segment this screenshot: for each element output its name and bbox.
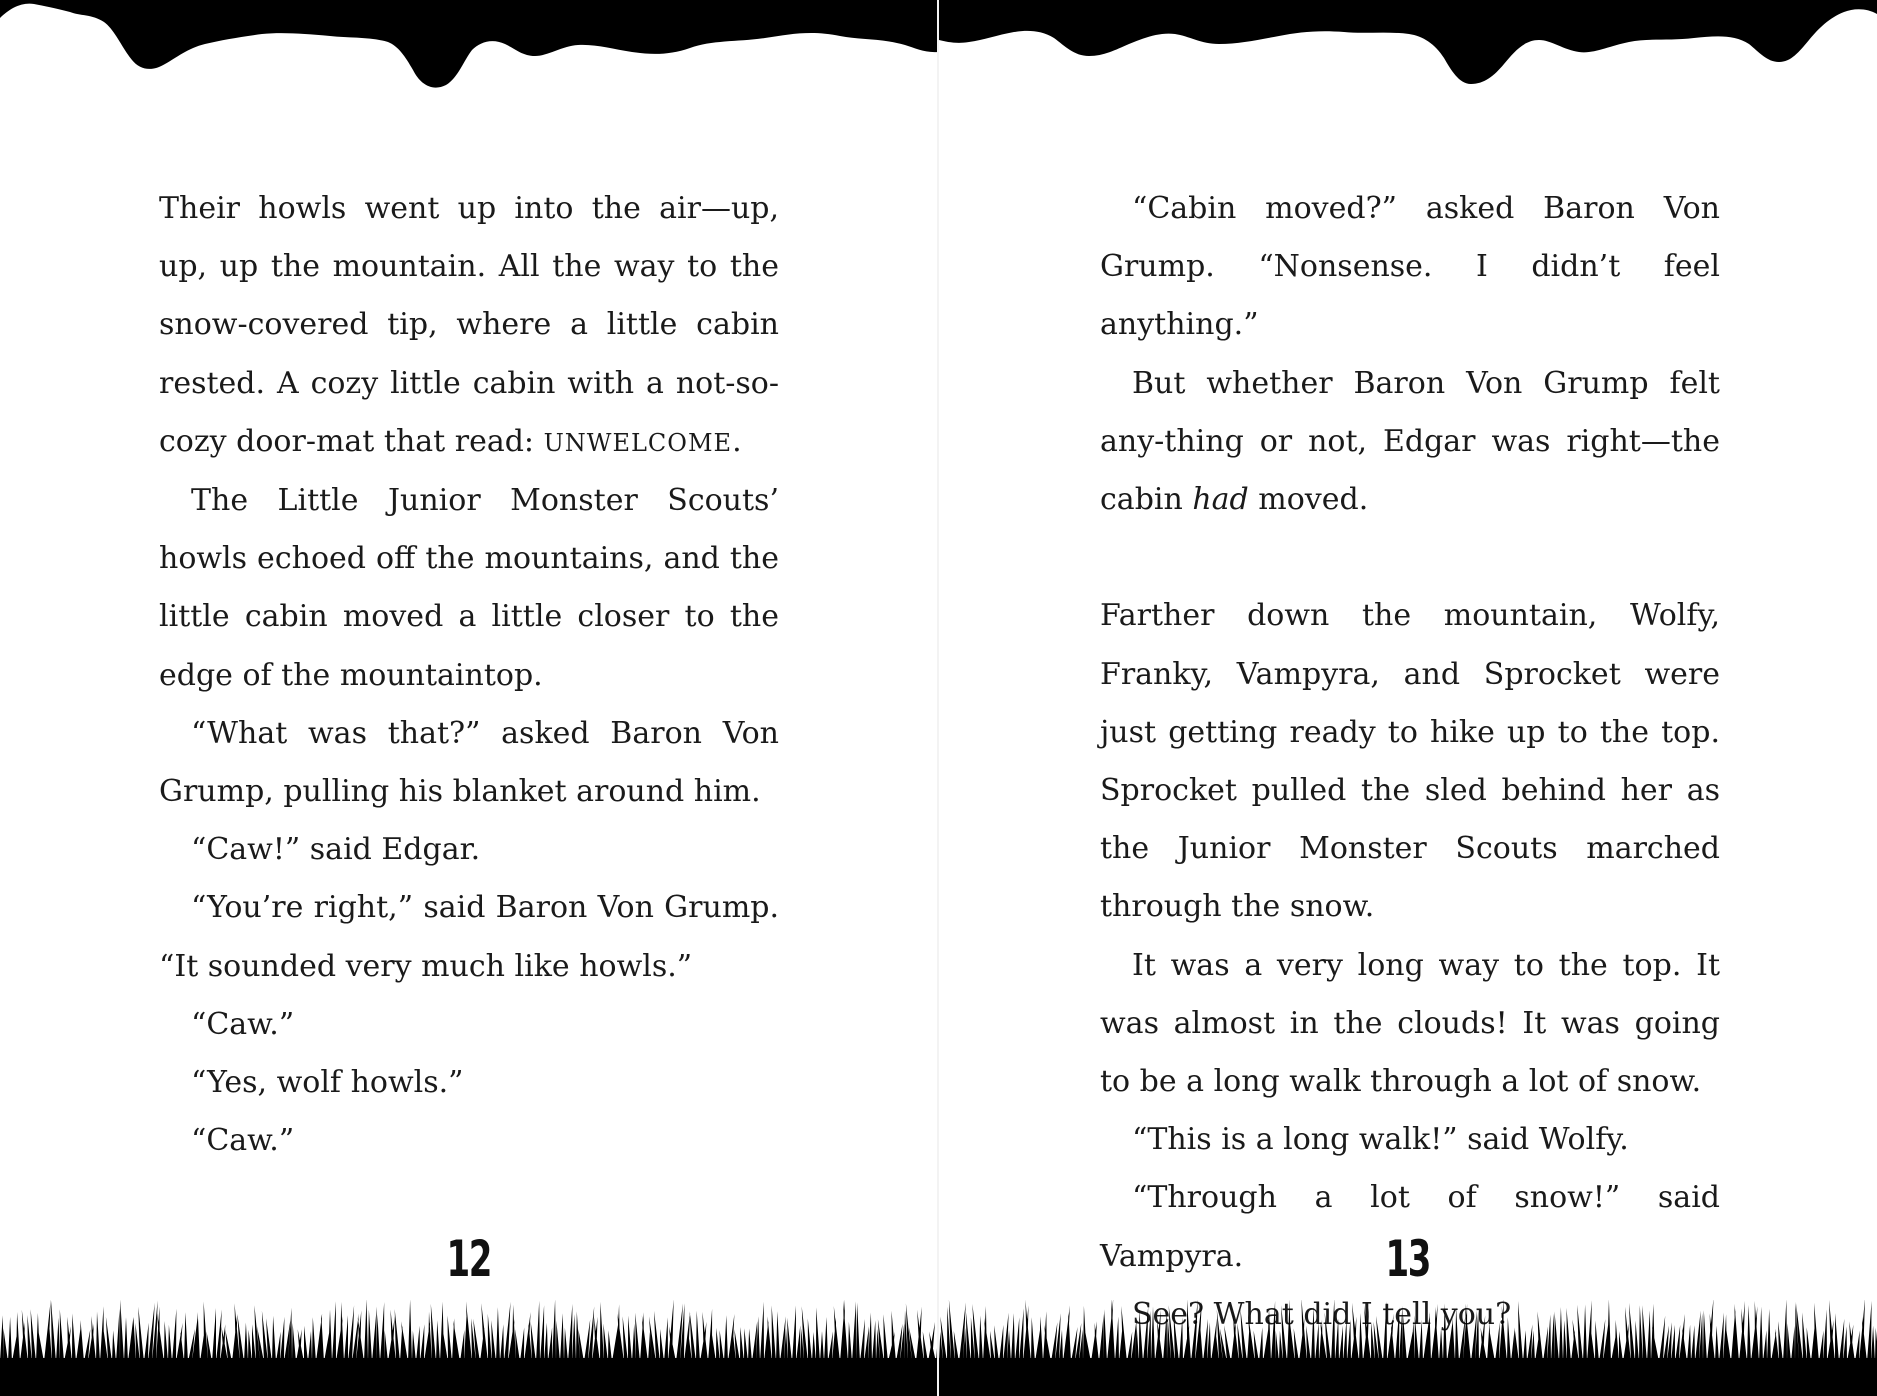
grass-border-bottom [939, 1300, 1877, 1396]
paragraph: “Through a lot of snow!” said Vampyra. [1100, 1180, 1720, 1274]
paragraph: “Caw.” [191, 1006, 295, 1042]
paragraph: Farther down the mountain, Wolfy, Franky, Vampyra, and Sprocket were just getting ready to hike up to the top. Sprocket pulled the sled behind her as the Junior Monster Scouts marched through the snow. [1100, 598, 1720, 925]
paragraph: “What was that?” asked Baron Von Grump, pulling his blanket around him. [159, 715, 779, 810]
paragraph: “Caw.” [191, 1123, 295, 1159]
paragraph: “This is a long walk!” said Wolfy. [1132, 1122, 1629, 1158]
page-number: 13 [1385, 1230, 1431, 1288]
left-page [0, 0, 938, 1396]
paragraph: “You’re right,” said Baron Von Grump. “It sounded very much like howls.” [159, 890, 779, 984]
drip-border-top [0, 0, 938, 90]
paragraph: “Caw!” said Edgar. [191, 832, 481, 868]
paragraph: See? What did I tell you? [1132, 1296, 1512, 1332]
paragraph: The Little Junior Monster Scouts’ howls echoed off the mountains, and the little cabin moved a little closer to the edge of the mountaintop. [159, 483, 779, 693]
paragraph: But whether Baron Von Grump felt any-thing or not, Edgar was right—the cabin had moved. [1100, 365, 1720, 518]
grass-border-bottom [0, 1300, 938, 1396]
paragraph: It was a very long way to the top. It was almost in the clouds! It was going to be a long walk through a lot of snow. [1100, 947, 1720, 1100]
right-page-text [1100, 180, 1720, 1344]
right-page [939, 0, 1877, 1396]
left-page-text [159, 180, 779, 1170]
paragraph: Their howls went up into the air—up, up, up the mountain. All the way to the snow-covered tip, where a little cabin rested. A cozy little cabin with a not-so-cozy door-mat that read: UNWELCOME. [159, 191, 779, 459]
page-number: 12 [446, 1230, 492, 1288]
paragraph: “Yes, wolf howls.” [191, 1065, 464, 1101]
paragraph: “Cabin moved?” asked Baron Von Grump. “Nonsense. I didn’t feel anything.” [1100, 191, 1720, 343]
drip-border-top [939, 0, 1877, 90]
